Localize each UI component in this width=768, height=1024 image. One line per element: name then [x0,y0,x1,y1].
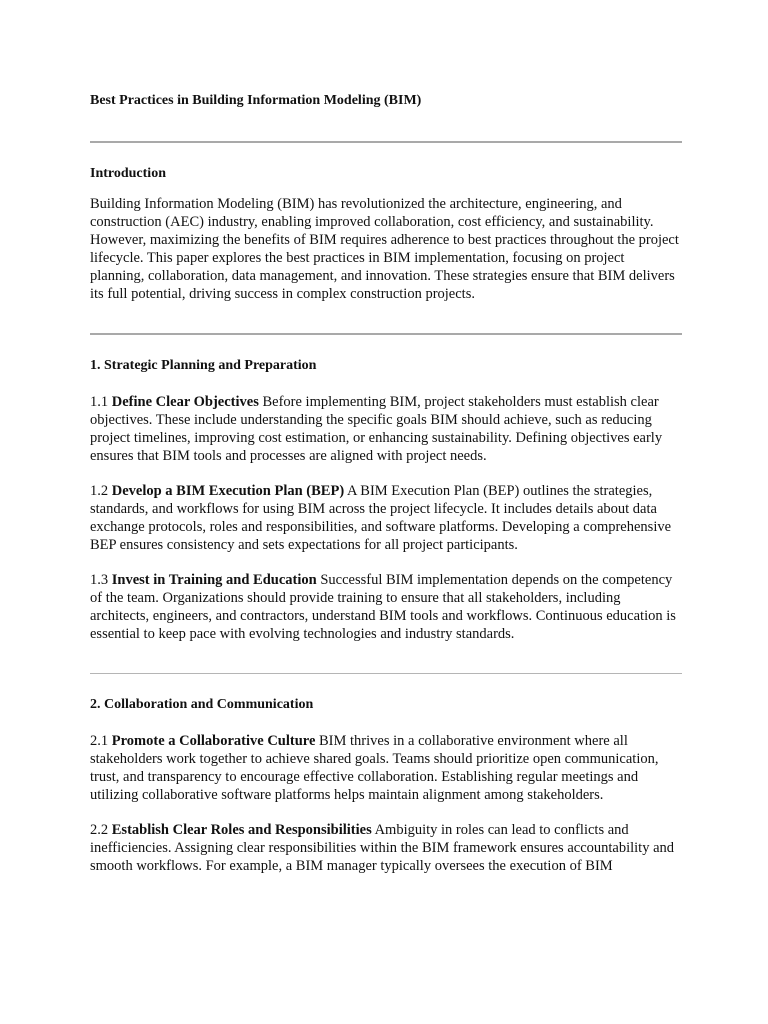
item-text: Before implementing BIM, project stakeholders must establish clear objectives. These include understanding the specific goals BIM should achieve, such as reducing project timelines, improving cost estimation, or enhancing sustainability. Defining objectives early ensures that BIM tools and processes are aligned with project needs. [90,394,663,464]
section-heading-strategic-planning: 1. Strategic Planning and Preparation [90,358,317,373]
item-title: Invest in Training and Education [111,572,317,588]
divider [90,141,682,143]
paragraph-1-2 [90,482,682,554]
item-number: 1.3 [90,572,109,588]
intro-paragraph: Building Information Modeling (BIM) has revolutionized the architecture, engineering, and construction (AEC) industry, enabling improved collaboration, cost efficiency, and sustainability. However, maximizing the benefits of BIM requires adherence to best practices throughout the project lifecycle. This paper explores the best practices in BIM implementation, focusing on project planning, collaboration, data management, and innovation. These strategies ensure that BIM delivers its full potential, driving success in complex construction projects. [90,196,679,302]
intro-heading: Introduction [90,166,166,181]
document-title: Best Practices in Building Information Modeling (BIM) [90,93,422,108]
item-title: Establish Clear Roles and Responsibilities [111,822,372,838]
item-text: A BIM Execution Plan (BEP) outlines the strategies, standards, and workflows for using BIM across the project lifecycle. It includes details about data exchange protocols, roles and responsibilities, and software platforms. Developing a comprehensive BEP ensures consistency and sets expectations for all project participants. [90,483,672,553]
item-title: Develop a BIM Execution Plan (BEP) [111,483,345,499]
section-heading-collaboration: 2. Collaboration and Communication [90,697,314,712]
item-text: BIM thrives in a collaborative environment where all stakeholders work together to achieve shared goals. Teams should prioritize open communication, trust, and transparency to encourage effective collaboration. Establishing regular meetings and utilizing collaborative software platforms helps maintain alignment among stakeholders. [90,733,659,803]
paragraph-1-1 [90,393,682,465]
paragraph-1-3 [90,571,682,643]
document-page [90,92,682,875]
item-title: Define Clear Objectives [111,394,259,410]
paragraph-2-2 [90,821,682,875]
item-number: 1.2 [90,483,109,499]
item-number: 1.1 [90,394,109,410]
paragraph-2-1 [90,732,682,804]
item-number: 2.1 [90,733,109,749]
divider [90,673,682,674]
item-number: 2.2 [90,822,109,838]
divider [90,333,682,335]
item-text: Successful BIM implementation depends on the competency of the team. Organizations should provide training to ensure that all stakeholders, including architects, engineers, and contractors, understand BIM tools and workflows. Continuous education is essential to keep pace with evolving technologies and industry standards. [90,572,676,642]
item-title: Promote a Collaborative Culture [111,733,316,749]
item-text: Ambiguity in roles can lead to conflicts and inefficiencies. Assigning clear responsibilities within the BIM framework ensures accountability and smooth workflows. For example, a BIM manager typically oversees the execution of BIM [90,822,675,874]
